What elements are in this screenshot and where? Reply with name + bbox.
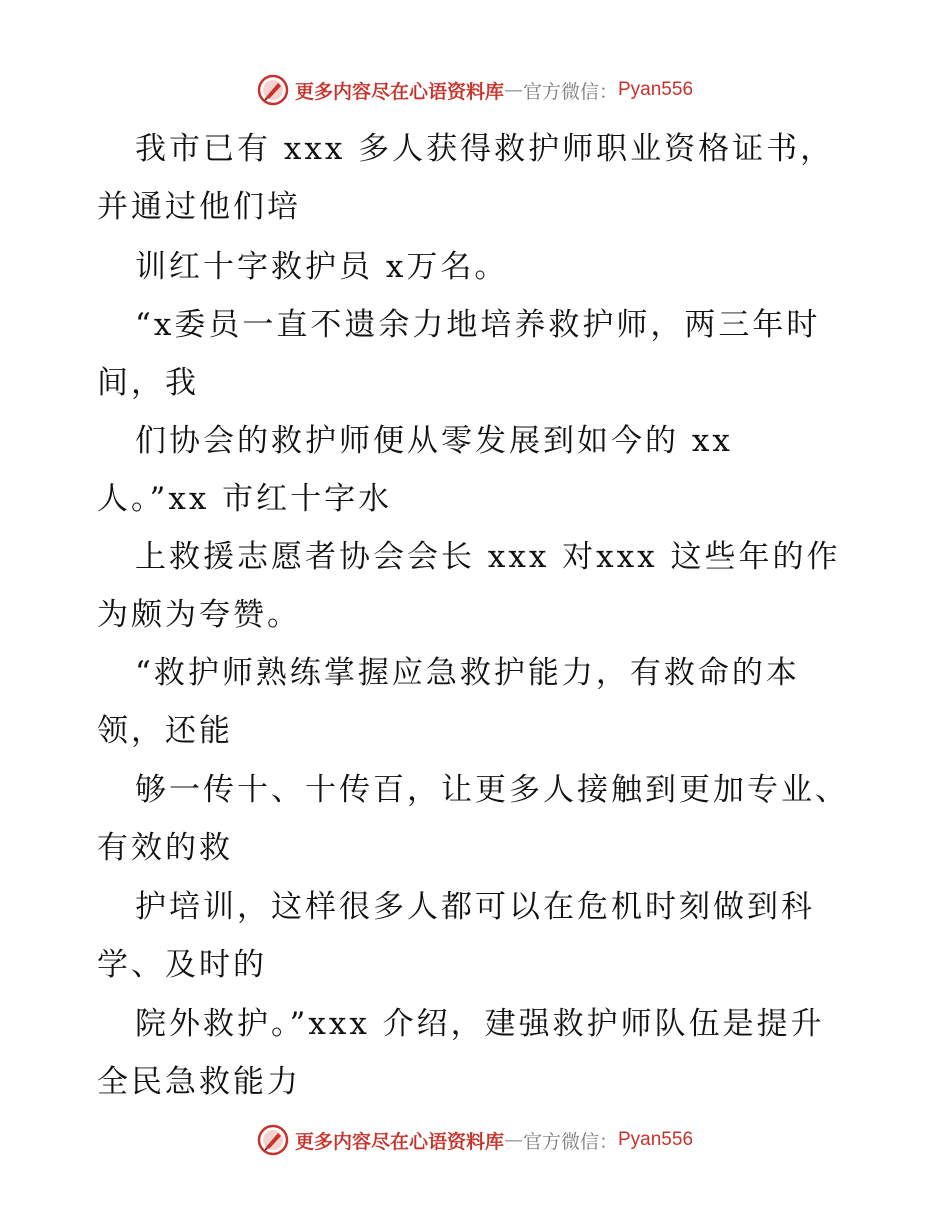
quill-logo-icon — [257, 74, 289, 106]
text-line: 们协会的救护师便从零发展到如今的 xx — [135, 423, 733, 459]
banner-wechat-id: Pyan556 — [618, 1129, 694, 1150]
text-line: 护培训，这样很多人都可以在危机时刻做到科 — [135, 889, 815, 925]
text-line: 人。”xx 市红十字水 — [97, 481, 393, 517]
banner-separator: — — [503, 79, 523, 101]
banner-main-text: 更多内容尽在心语资料库 — [294, 1130, 504, 1153]
banner-wechat-id: Pyan556 — [618, 79, 694, 100]
text-line: 并通过他们培 — [97, 189, 301, 225]
text-line: 够一传十、十传百，让更多人接触到更加专业、 — [135, 772, 849, 808]
banner-wechat-label: 官方微信： — [522, 80, 618, 103]
text-line: 为颇为夸赞。 — [97, 597, 301, 633]
banner-wechat-label: 官方微信： — [522, 1130, 618, 1153]
text-line: “救护师熟练掌握应急救护能力，有救命的本 — [135, 655, 800, 691]
text-line: 我市已有 xxx 多人获得救护师职业资格证书， — [135, 131, 835, 167]
text-line: 学、及时的 — [97, 947, 267, 983]
banner-main-text: 更多内容尽在心语资料库 — [294, 80, 504, 103]
header-banner — [0, 70, 950, 110]
text-line: 上救援志愿者协会会长 xxx 对xxx 这些年的作 — [135, 539, 841, 575]
text-line: 间，我 — [97, 365, 199, 401]
text-line: “x委员一直不遗余力地培养救护师，两三年时 — [135, 307, 821, 343]
quill-logo-icon — [257, 1124, 289, 1156]
text-line: 院外救护。”xxx 介绍，建强救护师队伍是提升 — [135, 1006, 825, 1042]
text-line: 有效的救 — [97, 830, 233, 866]
text-line: 领，还能 — [97, 713, 233, 749]
banner-separator: — — [503, 1129, 523, 1151]
footer-banner — [0, 1120, 950, 1160]
text-line: 训红十字救护员 x万名。 — [135, 249, 509, 285]
text-line: 全民急救能力 — [97, 1064, 301, 1100]
